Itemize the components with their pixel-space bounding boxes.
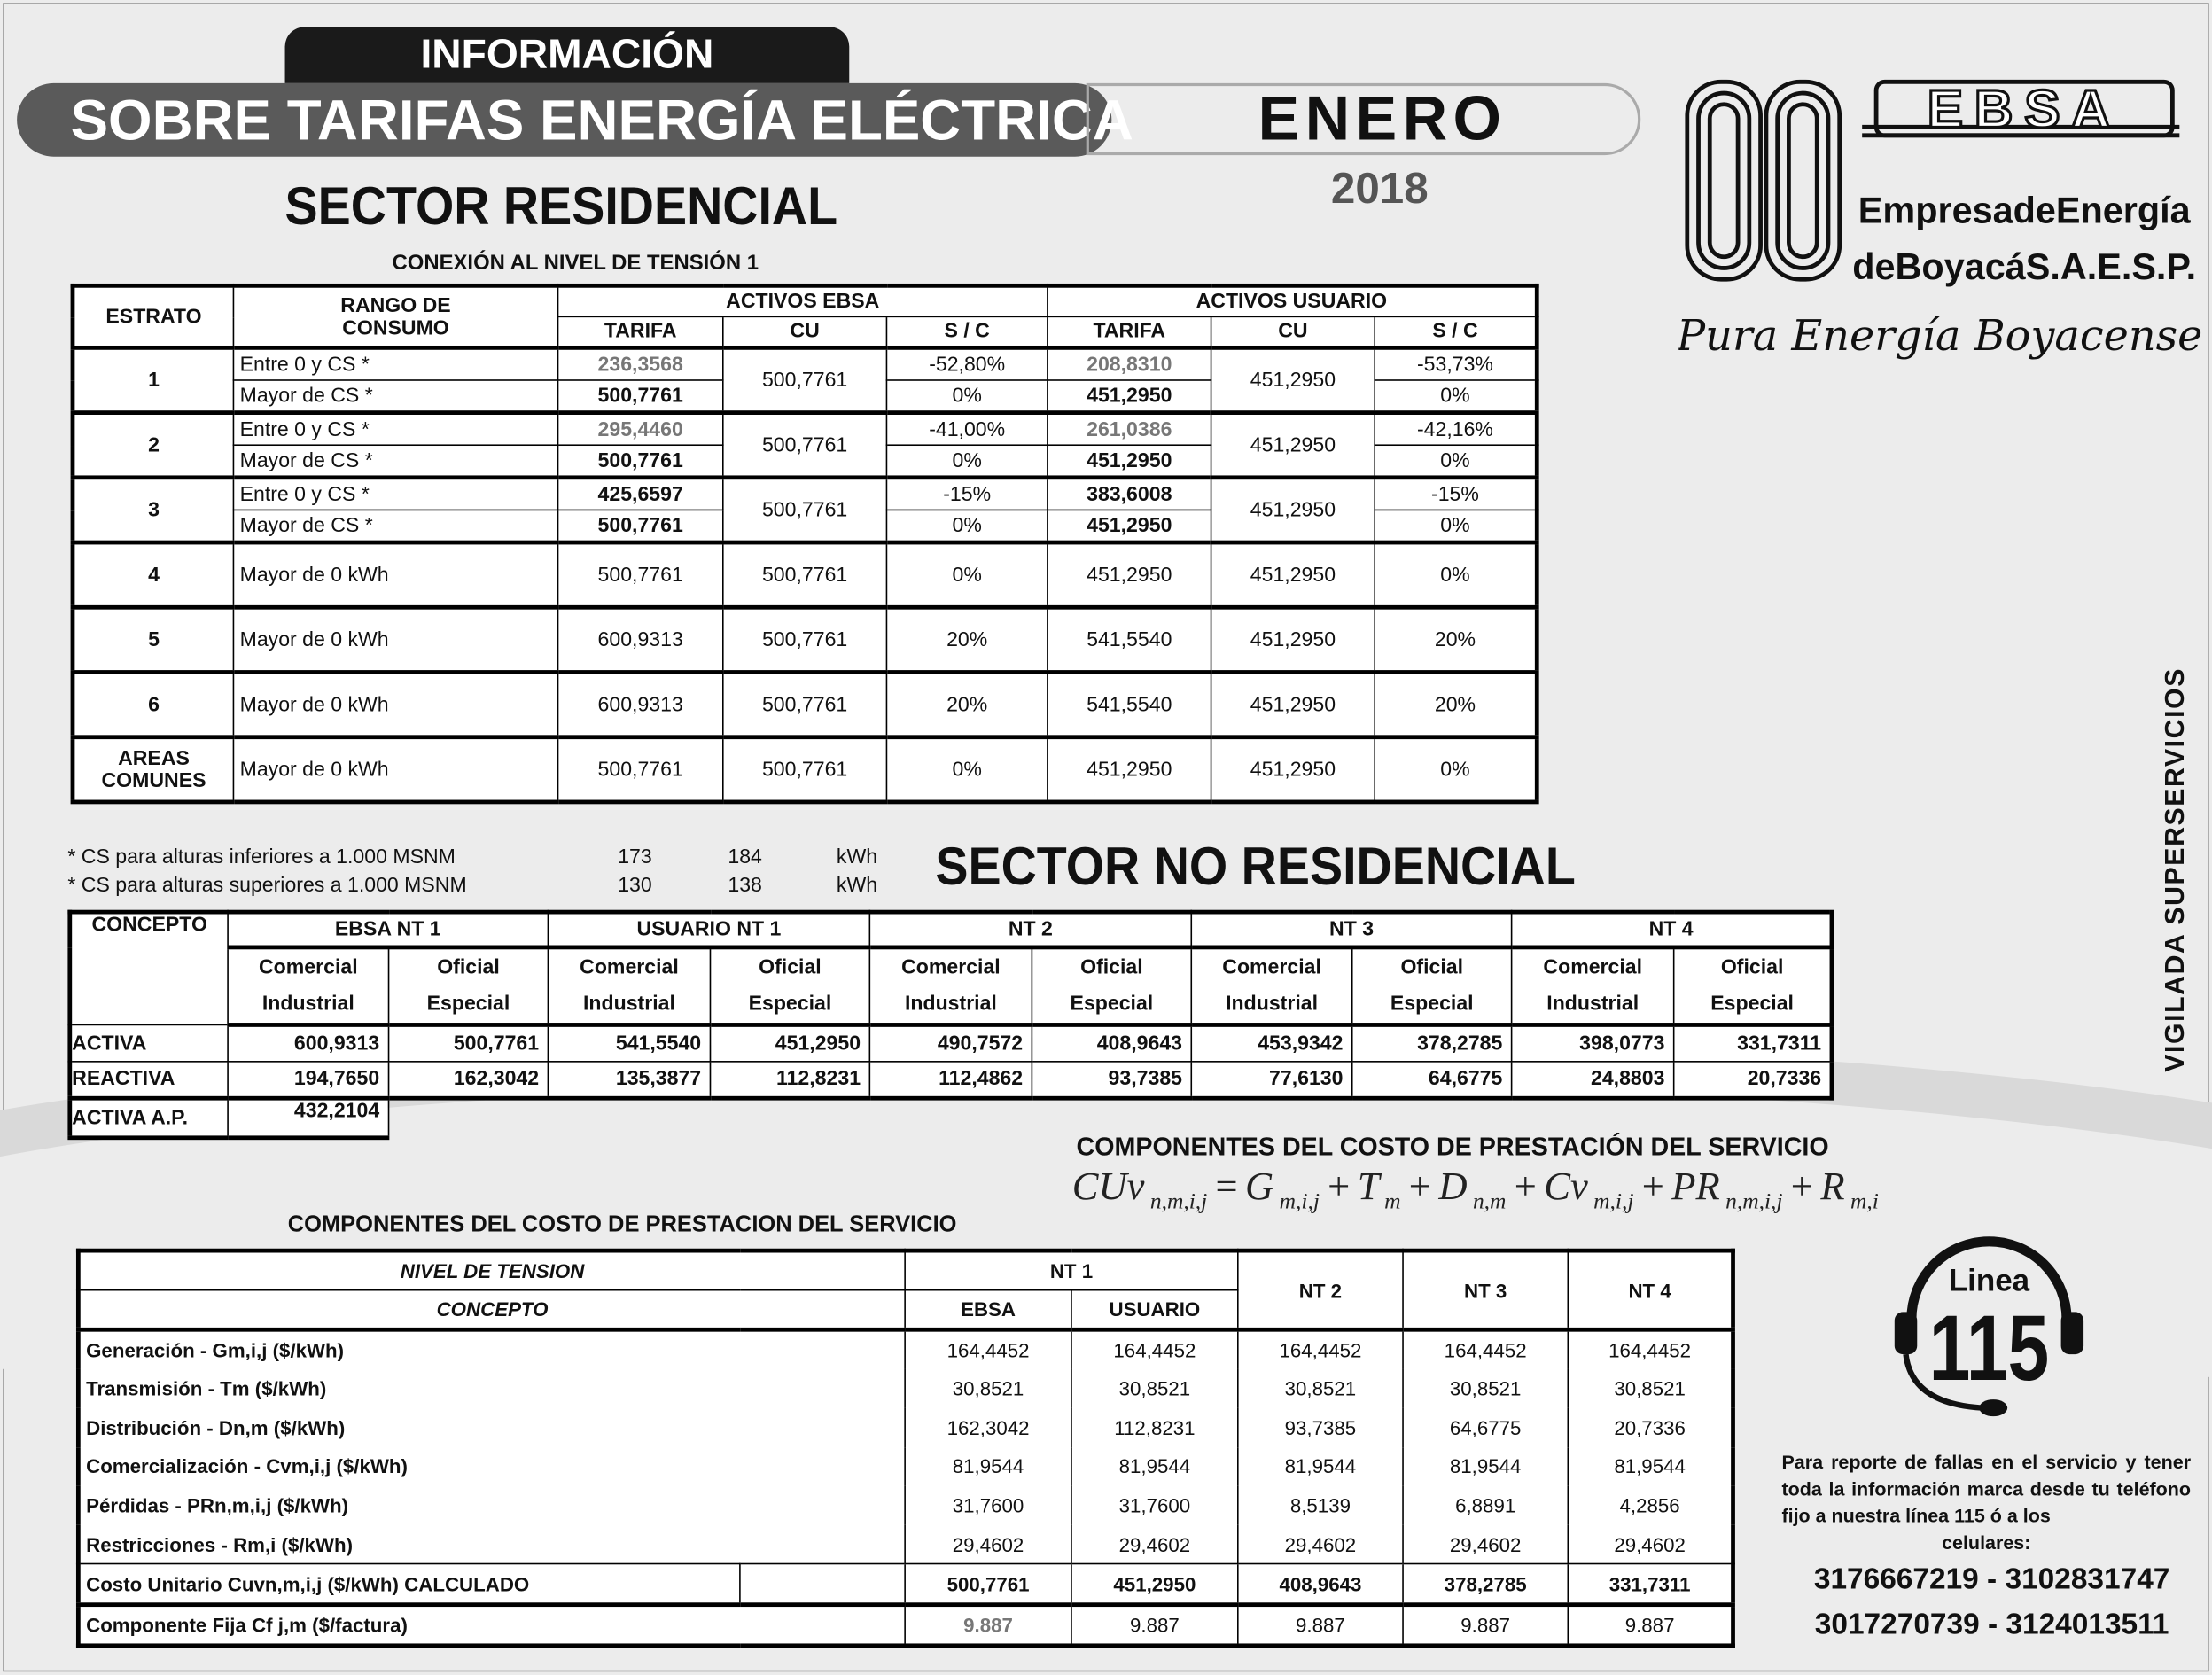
rango-cell: Mayor de CS * [233,510,557,542]
rango-cell: Entre 0 y CS * [233,347,557,380]
headset-icon [1883,1213,2095,1425]
header-level: NT 4 [1568,1250,1733,1329]
value-cell: 112,8231 [1071,1407,1238,1446]
tarifa-ebsa-cell: 600,9313 [558,672,723,736]
sc-usuario-cell: 20% [1375,607,1537,672]
cs-note-lower-v2: 184 [728,846,762,869]
table-row [70,1024,1832,1061]
cell-line: Comercial [1543,956,1643,979]
cell-line: Especial [1390,993,1474,1017]
header-oficial-especial [710,947,869,1025]
cu-ebsa-cell: 500,7761 [723,607,887,672]
table-row [73,413,1537,446]
value-cell: 164,4452 [1403,1329,1568,1368]
tarifa-ebsa-cell: 295,4460 [558,413,723,446]
concept-label: ACTIVA [70,1024,228,1061]
value-cell: 64,6775 [1352,1062,1512,1098]
empty-cell [1352,1098,1512,1138]
residential-tariff-table [71,284,1539,804]
contact-text [1781,1449,2191,1556]
fija-value: 9.887 [1568,1605,1733,1646]
header-nivel: NIVEL DE TENSION [78,1250,905,1290]
fija-label: Componente Fija Cf j,m ($/factura) [78,1605,905,1646]
cs-note-lower: * CS para alturas inferiores a 1.000 MSNM [67,846,456,869]
header-activos-usuario: ACTIVOS USUARIO [1048,285,1537,316]
cu-usuario-cell: 451,2950 [1211,542,1375,607]
cell-line: CONSUMO [342,316,449,339]
cu-ebsa-cell: 500,7761 [723,672,887,736]
cs-note-upper-v1: 130 [618,874,652,898]
table-row [73,542,1537,607]
cu-usuario-cell: 451,2950 [1211,672,1375,736]
non-residential-title: SECTOR NO RESIDENCIAL [935,838,1576,898]
sc-usuario-cell: -53,73% [1375,347,1537,380]
cell-line: Comercial [258,956,358,979]
table-row [78,1368,1733,1407]
header-comercial-industrial [1191,947,1351,1025]
tarifa-ebsa-cell: 600,9313 [558,607,723,672]
activa-ap-value: 432,2104 [228,1098,388,1138]
cu-usuario-cell: 451,2950 [1211,347,1375,412]
costo-value: 500,7761 [905,1564,1071,1605]
header-oficial-especial [1032,947,1191,1025]
tarifa-ebsa-cell: 236,3568 [558,347,723,380]
cell-line: Especial [748,993,832,1017]
value-cell: 30,8521 [1403,1368,1568,1407]
sc-ebsa-cell: 0% [886,510,1048,542]
cell-line: Oficial [1720,956,1784,979]
tarifa-ebsa-cell: 500,7761 [558,737,723,802]
value-cell: 194,7650 [228,1062,388,1098]
header-oficial-especial [1674,947,1832,1025]
tarifa-usuario-cell: 451,2950 [1048,380,1211,413]
header-usuario: USUARIO [1071,1290,1238,1330]
component-label: Generación - Gm,i,j ($/kWh) [78,1329,905,1368]
cell-line: AREAS [118,746,190,770]
phone-numbers-1[interactable]: 3176667219 - 3102831747 [1813,1562,2170,1596]
table-row [70,1098,1832,1138]
sc-ebsa-cell: 0% [886,445,1048,478]
formula-subscript: m,i,j [1279,1189,1320,1214]
sc-usuario-cell: 0% [1375,737,1537,802]
tarifa-usuario-cell: 541,5540 [1048,607,1211,672]
estrato-cell: 5 [73,607,233,672]
tarifa-ebsa-cell: 500,7761 [558,510,723,542]
value-cell: 408,9643 [1032,1024,1191,1061]
sc-ebsa-cell: 0% [886,380,1048,413]
empty-cell [710,1098,869,1138]
header-sc: S / C [1375,316,1537,347]
header-sc: S / C [886,316,1048,347]
value-cell: 64,6775 [1403,1407,1568,1446]
cu-usuario-cell: 451,2950 [1211,478,1375,542]
rango-cell: Entre 0 y CS * [233,478,557,510]
value-cell: 29,4602 [1568,1525,1733,1564]
year-label: 2018 [1330,163,1429,214]
value-cell: 164,4452 [905,1329,1071,1368]
tarifa-usuario-cell: 261,0386 [1048,413,1211,446]
value-cell: 331,7311 [1674,1024,1832,1061]
value-cell: 93,7385 [1032,1062,1191,1098]
tarifa-usuario-cell: 208,8310 [1048,347,1211,380]
value-cell: 29,4602 [1238,1525,1403,1564]
sc-ebsa-cell: -52,80% [886,347,1048,380]
component-label: Distribución - Dn,m ($/kWh) [78,1407,905,1446]
logo-line1: EmpresadeEnergía [1858,190,2191,231]
value-cell: 162,3042 [905,1407,1071,1446]
empty-cell [1512,1098,1674,1138]
value-cell: 30,8521 [1568,1368,1733,1407]
value-cell: 20,7336 [1674,1062,1832,1098]
sc-usuario-cell: -42,16% [1375,413,1537,446]
rango-cell: Mayor de 0 kWh [233,737,557,802]
empty-cell [740,1564,905,1605]
rango-cell: Mayor de 0 kWh [233,542,557,607]
value-cell: 31,7600 [1071,1486,1238,1525]
header-nt1: NT 1 [905,1250,1238,1290]
header-level: NT 3 [1403,1250,1568,1329]
sc-usuario-cell: 0% [1375,445,1537,478]
cs-note-lower-unit: kWh [836,846,878,869]
table-row [73,737,1537,802]
linea-115-logo [1883,1213,2095,1425]
cu-ebsa-cell: 500,7761 [723,478,887,542]
value-cell: 81,9544 [1071,1446,1238,1485]
estrato-cell: 2 [73,413,233,478]
tarifa-usuario-cell: 451,2950 [1048,510,1211,542]
fija-value: 9.887 [1071,1605,1238,1646]
month-label: ENERO [1258,84,1507,154]
cell-line: COMUNES [101,769,206,792]
value-cell: 29,4602 [1403,1525,1568,1564]
cell-line: Oficial [437,956,500,979]
cu-ebsa-cell: 500,7761 [723,542,887,607]
cell-line: Industrial [583,993,675,1017]
table-row [73,672,1537,736]
linea-number: 115 [1928,1296,2050,1400]
tarifa-usuario-cell: 451,2950 [1048,737,1211,802]
empty-cell [389,1098,549,1138]
header-cu: CU [1211,316,1375,347]
formula-subscript: m,i [1850,1189,1879,1214]
formula-subscript: n,m,i,j [1149,1189,1208,1214]
value-cell: 30,8521 [1238,1368,1403,1407]
cell-line: Especial [426,993,510,1017]
cell-line: Comercial [901,956,1001,979]
value-cell: 398,0773 [1512,1024,1674,1061]
value-cell: 4,2856 [1568,1486,1733,1525]
value-cell: 31,7600 [905,1486,1071,1525]
value-cell: 600,9313 [228,1024,388,1061]
sc-ebsa-cell: 20% [886,672,1048,736]
logo-brand: EBSA [1927,78,2122,139]
header-row [70,947,1832,1025]
cell-line: Industrial [904,993,997,1017]
table-row [73,607,1537,672]
cell-line: Industrial [261,993,354,1017]
header-group: EBSA NT 1 [228,912,548,947]
rango-cell: Mayor de 0 kWh [233,672,557,736]
value-cell: 500,7761 [389,1024,549,1061]
value-cell: 81,9544 [1238,1446,1403,1485]
cell-line: Comercial [1222,956,1321,979]
empty-cell [1674,1098,1832,1138]
estrato-cell: 3 [73,478,233,542]
header-concepto: CONCEPTO [78,1290,905,1330]
header-activos-ebsa: ACTIVOS EBSA [558,285,1048,316]
ebsa-logo [1678,71,2200,395]
rango-cell: Mayor de CS * [233,445,557,478]
component-label: Pérdidas - PRn,m,i,j ($/kWh) [78,1486,905,1525]
residential-subtitle: CONEXIÓN AL NIVEL DE TENSIÓN 1 [392,251,759,276]
costo-value: 451,2950 [1071,1564,1238,1605]
tarifa-usuario-cell: 541,5540 [1048,672,1211,736]
header-group: NT 3 [1191,912,1511,947]
cu-usuario-cell: 451,2950 [1211,413,1375,478]
cell-line: RANGO DE [340,293,451,317]
value-cell: 8,5139 [1238,1486,1403,1525]
rango-cell: Entre 0 y CS * [233,413,557,446]
cost-formula: CUv $_{n,m,i,j}$ = G $_{m,i,j}$ + T $_m$ + D $_{n,m}$ + Cv $_{m,i,j}$ + PR $_{n,m,i,j}$ + R $_{m,i}$ [1071,1165,1879,1214]
cs-note-upper-unit: kWh [836,874,878,898]
formula-title: COMPONENTES DEL COSTO DE PRESTACIÓN DEL SERVICIO [1076,1133,1829,1162]
formula-subscript: m [1384,1189,1401,1214]
header-level: NT 2 [1238,1250,1403,1329]
component-label: Comercialización - Cvm,i,j ($/kWh) [78,1446,905,1485]
formula-subscript: n,m [1472,1189,1507,1214]
tarifa-ebsa-cell: 500,7761 [558,380,723,413]
sc-ebsa-cell: 0% [886,542,1048,607]
value-cell: 29,4602 [1071,1525,1238,1564]
header-tarifa: TARIFA [1048,316,1211,347]
sc-usuario-cell: 20% [1375,672,1537,736]
header-rango [233,285,557,347]
sc-usuario-cell: 0% [1375,542,1537,607]
header-estrato: ESTRATO [73,285,233,347]
tarifa-ebsa-cell: 425,6597 [558,478,723,510]
value-cell: 453,9342 [1191,1024,1351,1061]
header-row [73,285,1537,316]
header-group: NT 2 [869,912,1191,947]
value-cell: 24,8803 [1512,1062,1674,1098]
value-cell: 164,4452 [1238,1329,1403,1368]
value-cell: 93,7385 [1238,1407,1403,1446]
sc-ebsa-cell: 0% [886,737,1048,802]
costo-row [78,1564,1733,1605]
value-cell: 112,4862 [869,1062,1032,1098]
fija-row [78,1605,1733,1646]
table-row [78,1407,1733,1446]
value-cell: 30,8521 [1071,1368,1238,1407]
value-cell: 490,7572 [869,1024,1032,1061]
formula-subscript: m,i,j [1593,1189,1634,1214]
value-cell: 30,8521 [905,1368,1071,1407]
costo-value: 408,9643 [1238,1564,1403,1605]
sc-ebsa-cell: -15% [886,478,1048,510]
cell-line: Comercial [580,956,679,979]
costo-value: 331,7311 [1568,1564,1733,1605]
cell-line: Industrial [1226,993,1319,1017]
non-residential-tariff-table [67,910,1834,1140]
value-cell: 162,3042 [389,1062,549,1098]
table-row [78,1446,1733,1485]
value-cell: 451,2950 [710,1024,869,1061]
value-cell: 6,8891 [1403,1486,1568,1525]
logo-line2: deBoyacáS.A.E.S.P. [1852,246,2197,288]
costo-value: 378,2785 [1403,1564,1568,1605]
component-label: Restricciones - Rm,i ($/kWh) [78,1525,905,1564]
table-row [78,1329,1733,1368]
value-cell: 541,5540 [548,1024,710,1061]
table-row [70,1062,1832,1098]
fija-value: 9.887 [1238,1605,1403,1646]
info-tab: INFORMACIÓN [285,27,850,83]
cu-ebsa-cell: 500,7761 [723,347,887,412]
table-row [73,347,1537,380]
header-cu: CU [723,316,887,347]
sc-usuario-cell: -15% [1375,478,1537,510]
phone-numbers-2[interactable]: 3017270739 - 3124013511 [1814,1608,2169,1641]
contact-text-body: Para reporte de fallas en el servicio y tener toda la información marca desde tu teléfono fijo a nuestra línea 115 ó a los [1781,1451,2192,1527]
value-cell: 29,4602 [905,1525,1071,1564]
vigilada-label: VIGILADA SUPERSERVICIOS [2161,666,2192,1072]
estrato-cell: 1 [73,347,233,412]
header-oficial-especial [1352,947,1512,1025]
header-group: NT 4 [1512,912,1832,947]
page-title: SOBRE TARIFAS ENERGÍA ELÉCTRICA [17,83,1111,157]
empty-cell [548,1098,710,1138]
value-cell: 164,4452 [1568,1329,1733,1368]
header-row [70,912,1832,947]
cu-ebsa-cell: 500,7761 [723,737,887,802]
activa-ap-label: ACTIVA A.P. [70,1098,228,1138]
estrato-cell [73,737,233,802]
table-row [78,1486,1733,1525]
residential-title: SECTOR RESIDENCIAL [284,177,838,238]
value-cell: 81,9544 [1403,1446,1568,1485]
fija-value: 9.887 [905,1605,1071,1646]
formula-subscript: n,m,i,j [1725,1189,1783,1214]
estrato-cell: 4 [73,542,233,607]
value-cell: 81,9544 [1568,1446,1733,1485]
tarifa-usuario-cell: 451,2950 [1048,542,1211,607]
cs-note-upper: * CS para alturas superiores a 1.000 MSNM [67,874,467,898]
empty-cell [869,1098,1032,1138]
table-row [73,478,1537,510]
header-comercial-industrial [548,947,710,1025]
cost-components-table [76,1249,1735,1648]
cell-line: Oficial [1400,956,1464,979]
cu-usuario-cell: 451,2950 [1211,607,1375,672]
cell-line: Oficial [759,956,822,979]
cu-usuario-cell: 451,2950 [1211,737,1375,802]
costo-label: Costo Unitario Cuvn,m,i,j ($/kWh) CALCULADO [78,1564,740,1605]
rango-cell: Mayor de CS * [233,380,557,413]
empty-cell [1032,1098,1191,1138]
header-comercial-industrial [228,947,388,1025]
tarifa-usuario-cell: 383,6008 [1048,478,1211,510]
rango-cell: Mayor de 0 kWh [233,607,557,672]
header-oficial-especial [389,947,549,1025]
components-title: COMPONENTES DEL COSTO DE PRESTACION DEL SERVICIO [287,1212,957,1238]
tarifa-ebsa-cell: 500,7761 [558,542,723,607]
tarifa-ebsa-cell: 500,7761 [558,445,723,478]
value-cell: 77,6130 [1191,1062,1351,1098]
header-comercial-industrial [1512,947,1674,1025]
fija-value: 9.887 [1403,1605,1568,1646]
table-row [78,1525,1733,1564]
cu-ebsa-cell: 500,7761 [723,413,887,478]
cell-line: Oficial [1080,956,1143,979]
header-ebsa: EBSA [905,1290,1071,1330]
concept-label: REACTIVA [70,1062,228,1098]
header-row [78,1250,1733,1290]
value-cell: 112,8231 [710,1062,869,1098]
header-group: USUARIO NT 1 [548,912,869,947]
ebsa-logo-mark-icon [1678,71,2200,395]
estrato-cell: 6 [73,672,233,736]
linea-label: Linea [1948,1263,2030,1298]
value-cell: 378,2785 [1352,1024,1512,1061]
empty-cell [1191,1098,1351,1138]
cell-line: Industrial [1546,993,1640,1017]
value-cell: 164,4452 [1071,1329,1238,1368]
tarifa-usuario-cell: 451,2950 [1048,445,1211,478]
value-cell: 20,7336 [1568,1407,1733,1446]
cell-line: Especial [1070,993,1154,1017]
header-comercial-industrial [869,947,1032,1025]
sc-ebsa-cell: -41,00% [886,413,1048,446]
header-concepto: CONCEPTO [70,912,228,1024]
logo-slogan: Pura Energía Boyacense [1678,311,2201,361]
contact-text-last: celulares: [1942,1531,2031,1554]
cell-line: Especial [1710,993,1794,1017]
header-tarifa: TARIFA [558,316,723,347]
component-label: Transmisión - Tm ($/kWh) [78,1368,905,1407]
value-cell: 81,9544 [905,1446,1071,1485]
sc-ebsa-cell: 20% [886,607,1048,672]
cs-note-upper-v2: 138 [728,874,762,898]
value-cell: 135,3877 [548,1062,710,1098]
sc-usuario-cell: 0% [1375,510,1537,542]
cs-note-lower-v1: 173 [618,846,652,869]
sc-usuario-cell: 0% [1375,380,1537,413]
